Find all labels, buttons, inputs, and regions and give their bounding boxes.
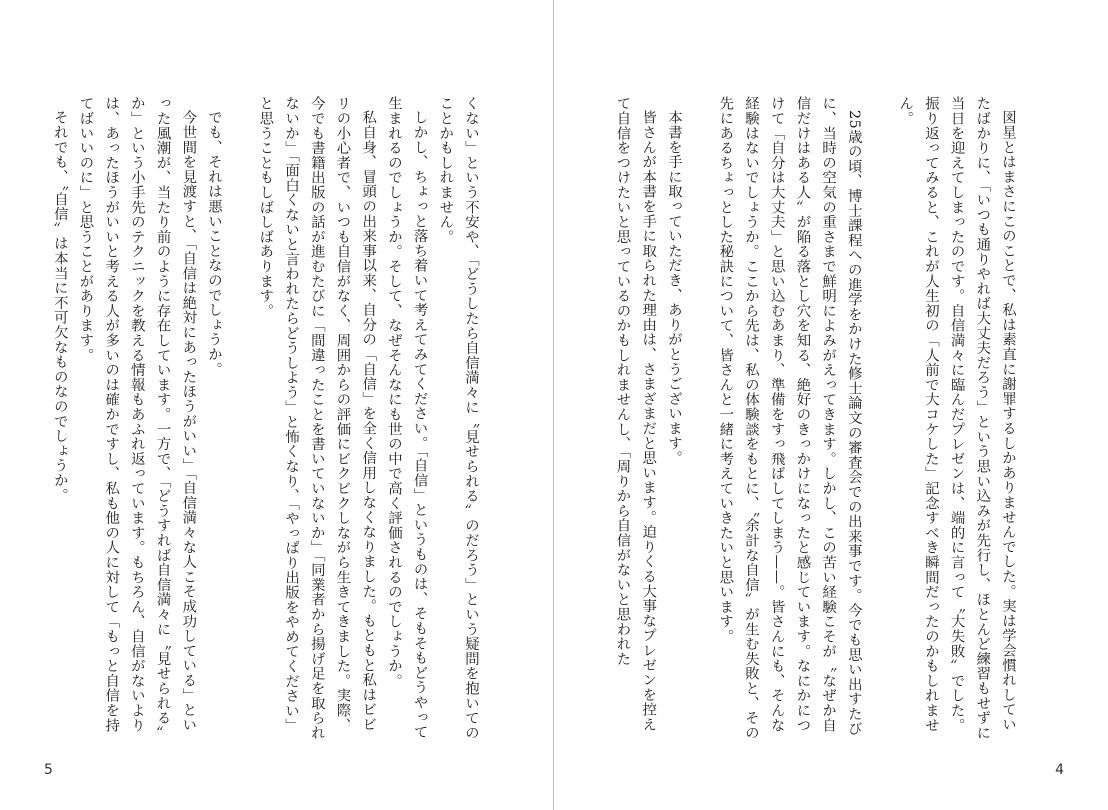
paragraph: くない」という不安や、「どうしたら自信満々に〝見せられる〟のだろう」という疑問を抱いてのことかもしれません。 [437, 96, 479, 740]
page-gutter [553, 0, 554, 810]
paragraph: 私自身、冒頭の出来事以来、自分の「自信」を全く信用しなくなりました。もともと私はビビリの小心者で、いつも自信がなく、周囲からの評価にビクビクしながら生きてきました。実際、今でも書籍出版の話が進むたびに「間違ったことを書いていないか」「同業者から揚げ足を取られないか」「面白くないと言われたらどうしよう」と怖くなり、「やっぱり出版をやめてください」と思うこともしばしばあります。 [257, 96, 377, 740]
paragraph: 今世間を見渡すと、「自信は絶対にあったほうがいい」「自信満々な人こそ成功している」といった風潮が、当たり前のように存在しています。一方で、「どうすれば自信満々に〝見せられる〟か」という小手先のテクニックを教える情報もあふれ返っています。もちろん、自信がないよりは、あったほうがいいと考える人が多いのは確かですし、私も他の人に対して「もっと自信を持てばいいのに」と思うことがあります。 [77, 96, 197, 740]
page-number: 5 [44, 762, 53, 778]
paragraph: しかし、ちょっと落ち着いて考えてみてください。「自信」というものは、そもそもどうやって生まれるのでしょうか。そして、なぜそんなにも世の中で高く評価されるのでしょうか。 [385, 96, 428, 740]
paragraph: 図星とはまさにこのことで、私は素直に謝罪するしかありませんでした。実は学会慣れしていたばかりに、「いつも通りやれば大丈夫だろう」という思い込みが先行し、ほとんど練習もせずに当日を迎えてしまったのです。自信満々に臨んだプレゼンは、端的に言って〝大失敗〟でした。振り返ってみると、これが人生初の「人前で大コケした」記念すべき瞬間だったのかもしれません。 [897, 96, 1016, 740]
left-page [0, 0, 553, 810]
right-page-text [614, 96, 1020, 746]
paragraph: 皆さんが本書を手に取られた理由は、さまざまだと思います。迫りくる大事なプレゼンを控えて自信をつけたいと思っているのかもしれませんし、「周りから自信がないと思われた [614, 96, 657, 732]
page-number: 4 [1055, 762, 1064, 778]
paragraph: それでも、〝自信〟は本当に不可欠なものなのでしょうか。 [51, 110, 68, 503]
paragraph: 25歳の頃、博士課程への進学をかけた修士論文の審査会での出来事です。今でも思い出すたびに、当時の空気の重さまで鮮明によみがえってきます。しかし、この苦い経験こそが〝なぜか自信だけはある人〟が陥る落とし穴を知る、絶好のきっかけになったと感じています。なにかにつけて「自分は大丈夫」と思い込むあまり、準備をすっ飛ばしてしまう——。皆さんにも、そんな経験はないでしょうか。ここから先は、私の体験談をもとに、〝余計な自信〟が生む失敗と、その先にあるちょっとした秘訣について、皆さんと一緒に考えていきたいと思います。 [717, 96, 862, 740]
right-page [555, 0, 1108, 810]
paragraph: でも、それは悪いことなのでしょうか。 [205, 110, 222, 377]
left-page-text [51, 96, 483, 746]
paragraph: 本書を手に取っていただき、ありがとうございます。 [665, 110, 682, 466]
